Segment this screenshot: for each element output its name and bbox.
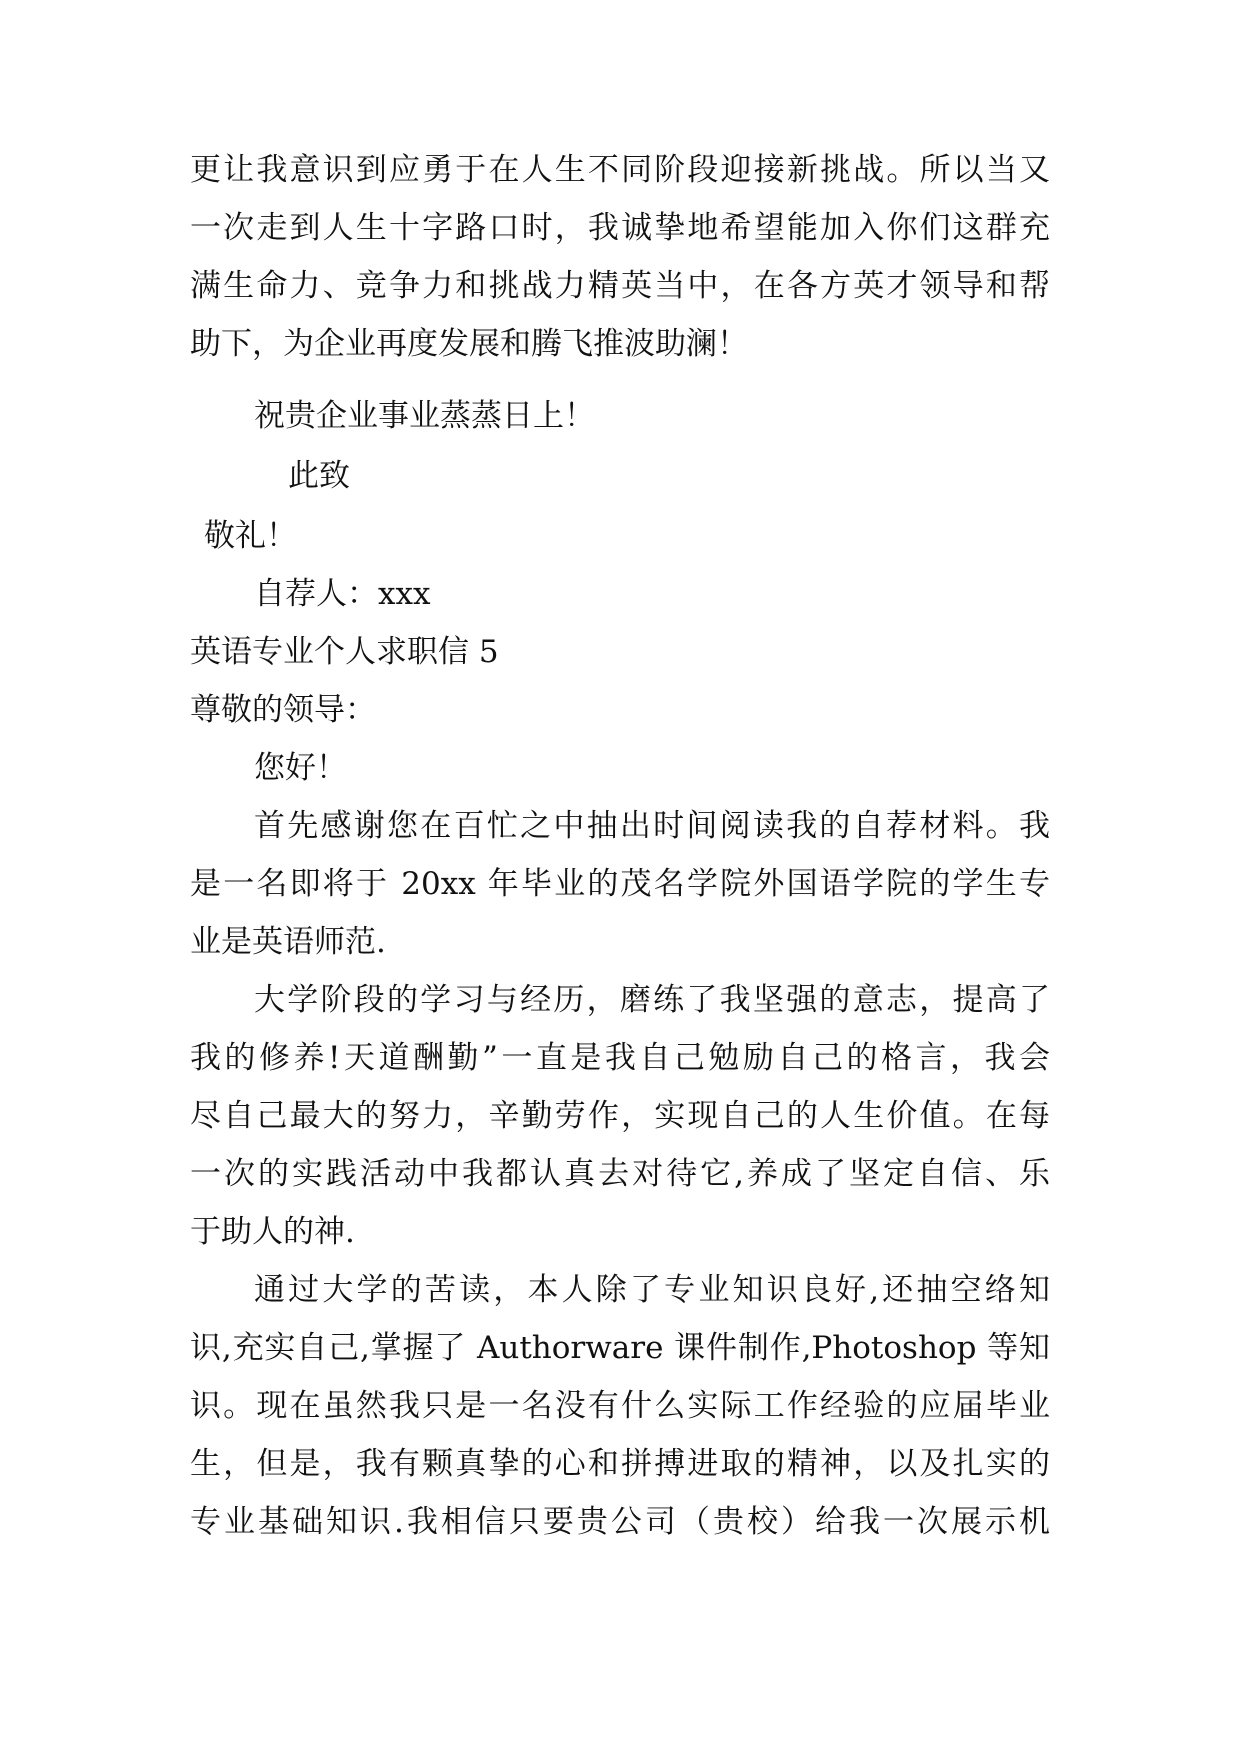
letter-title: 英语专业个人求职信 5 — [190, 634, 499, 670]
signature: 自荐人：xxx — [254, 576, 431, 612]
paragraph-line: 专业基础知识.我相信只要贵公司（贵校）给我一次展示机 — [190, 1504, 1050, 1540]
paragraph-line: 一次的实践活动中我都认真去对待它,养成了坚定自信、乐 — [190, 1156, 1050, 1192]
paragraph-line: 尽自己最大的努力，辛勤劳作，实现自己的人生价值。在每 — [190, 1098, 1050, 1134]
paragraph-line: 我的修养!天道酬勤”一直是我自己勉励自己的格言，我会 — [190, 1040, 1050, 1076]
salutation: 尊敬的领导： — [190, 692, 376, 728]
paragraph-line: 生，但是，我有颗真挚的心和拼搏进取的精神，以及扎实的 — [190, 1446, 1050, 1482]
paragraph-line: 大学阶段的学习与经历，磨练了我坚强的意志，提高了 — [254, 982, 1050, 1018]
closing-line: 此致 — [288, 458, 350, 494]
paragraph-line: 满生命力、竞争力和挑战力精英当中，在各方英才领导和帮 — [190, 268, 1050, 304]
paragraph-line: 助下，为企业再度发展和腾飞推波助澜！ — [190, 326, 748, 362]
paragraph-line: 更让我意识到应勇于在人生不同阶段迎接新挑战。所以当又 — [190, 152, 1050, 188]
paragraph-line: 识,充实自己,掌握了 Authorware 课件制作,Photoshop 等知 — [190, 1330, 1050, 1366]
paragraph-line: 一次走到人生十字路口时，我诚挚地希望能加入你们这群充 — [190, 210, 1050, 246]
paragraph-line: 识。现在虽然我只是一名没有什么实际工作经验的应届毕业 — [190, 1388, 1050, 1424]
paragraph-line: 通过大学的苦读，本人除了专业知识良好,还抽空络知 — [254, 1272, 1050, 1308]
closing-line: 敬礼！ — [204, 518, 297, 554]
greeting: 您好！ — [254, 750, 347, 786]
paragraph-line: 于助人的神. — [190, 1214, 355, 1250]
paragraph-line: 是一名即将于 20xx 年毕业的茂名学院外国语学院的学生专 — [190, 866, 1050, 902]
paragraph-line: 业是英语师范. — [190, 924, 386, 960]
wish-line: 祝贵企业事业蒸蒸日上！ — [254, 398, 595, 434]
paragraph-line: 首先感谢您在百忙之中抽出时间阅读我的自荐材料。我 — [254, 808, 1050, 844]
